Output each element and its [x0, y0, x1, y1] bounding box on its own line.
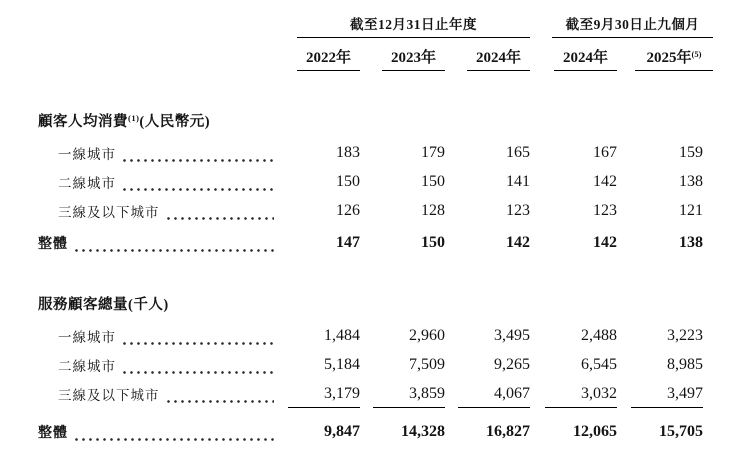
total-value: 12,065 — [573, 422, 617, 440]
dot-leader — [165, 217, 275, 220]
table-row-with-rule — [38, 379, 745, 408]
section-rows — [38, 321, 745, 408]
row-label: 一線城市 — [58, 329, 116, 345]
table-row — [38, 321, 745, 350]
total-value: 142 — [506, 233, 530, 251]
table-row — [38, 167, 745, 196]
column-group-nine-month-label: 截至9月30日止九個月 — [552, 13, 713, 38]
cell-value: 1,484 — [324, 326, 360, 344]
cell-value: 3,223 — [667, 326, 703, 344]
total-row — [38, 228, 745, 257]
dot-leader — [73, 249, 274, 252]
cell-value: 179 — [421, 143, 445, 161]
table-header-groups — [38, 13, 745, 38]
section-rows — [38, 138, 745, 225]
total-value: 138 — [679, 233, 703, 251]
row-label: 三線及以下城市 — [58, 204, 160, 220]
cell-value: 165 — [506, 143, 530, 161]
cell-value: 128 — [421, 201, 445, 219]
year-header-2024 — [445, 47, 530, 71]
cell-value: 2,488 — [581, 326, 617, 344]
total-row — [38, 417, 745, 446]
cell-value: 9,265 — [494, 355, 530, 373]
year-label: 2024年 — [475, 50, 521, 66]
dot-leader — [121, 371, 274, 374]
cell-value: 150 — [336, 172, 360, 190]
column-group-nine-month — [530, 13, 703, 38]
cell-value: 183 — [336, 143, 360, 161]
total-value: 14,328 — [401, 422, 445, 440]
cell-value: 142 — [593, 172, 617, 190]
cell-value: 5,184 — [324, 355, 360, 373]
cell-value: 141 — [506, 172, 530, 190]
year-header-2024-9m — [530, 47, 617, 71]
year-header-2023 — [360, 47, 445, 71]
total-value: 150 — [421, 233, 445, 251]
table-row — [38, 350, 745, 379]
dot-leader — [121, 342, 274, 345]
total-value: 142 — [593, 233, 617, 251]
cell-value: 3,032 — [545, 386, 617, 408]
cell-value: 150 — [421, 172, 445, 190]
section-avg-spending — [38, 111, 745, 257]
section-title: 顧客人均消費$^{(1)}$(人民幣元) — [38, 113, 211, 130]
year-label: 2024年 — [562, 50, 608, 66]
total-label: 整體 — [38, 425, 68, 441]
cell-value: 2,960 — [409, 326, 445, 344]
total-label: 整體 — [38, 236, 68, 252]
section-unit: (人民幣元) — [139, 114, 211, 130]
year-label: 2023年 — [390, 50, 436, 66]
cell-value: 6,545 — [581, 355, 617, 373]
year-footnote: (5) — [691, 49, 702, 59]
section-footnote: (1) — [128, 113, 140, 123]
cell-value: 4,067 — [458, 386, 530, 408]
cell-value: 3,179 — [288, 386, 360, 408]
cell-value: 138 — [679, 172, 703, 190]
dot-leader — [73, 438, 274, 441]
column-group-annual-label: 截至12月31日止年度 — [297, 13, 530, 38]
total-value: 15,705 — [659, 422, 703, 440]
column-group-annual — [288, 13, 530, 38]
year-header-2025-9m — [617, 47, 703, 71]
section-unit: (千人) — [128, 297, 169, 313]
row-label: 二線城市 — [58, 175, 116, 191]
cell-value: 7,509 — [409, 355, 445, 373]
cell-value: 3,495 — [494, 326, 530, 344]
cell-value: 3,497 — [631, 386, 703, 408]
cell-value: 123 — [506, 201, 530, 219]
year-label: 2025年 — [646, 50, 692, 66]
dot-leader — [121, 159, 274, 162]
cell-value: 8,985 — [667, 355, 703, 373]
table-row — [38, 138, 745, 167]
cell-value: 126 — [336, 201, 360, 219]
dot-leader — [121, 188, 274, 191]
dot-leader — [165, 400, 275, 403]
year-header-2022 — [288, 47, 360, 71]
row-label: 一線城市 — [58, 146, 116, 162]
year-label: 2022年 — [305, 50, 351, 66]
total-value: 9,847 — [324, 422, 360, 440]
row-label: 二線城市 — [58, 358, 116, 374]
cell-value: 159 — [679, 143, 703, 161]
cell-value: 167 — [593, 143, 617, 161]
cell-value: 123 — [593, 201, 617, 219]
total-value: 16,827 — [486, 422, 530, 440]
row-label: 三線及以下城市 — [58, 387, 160, 403]
table-header-years — [38, 47, 745, 71]
total-value: 147 — [336, 233, 360, 251]
table-row — [38, 196, 745, 225]
cell-value: 121 — [679, 201, 703, 219]
section-title: 服務顧客總量(千人) — [38, 297, 169, 313]
section-customers-served — [38, 294, 745, 446]
cell-value: 3,859 — [373, 386, 445, 408]
